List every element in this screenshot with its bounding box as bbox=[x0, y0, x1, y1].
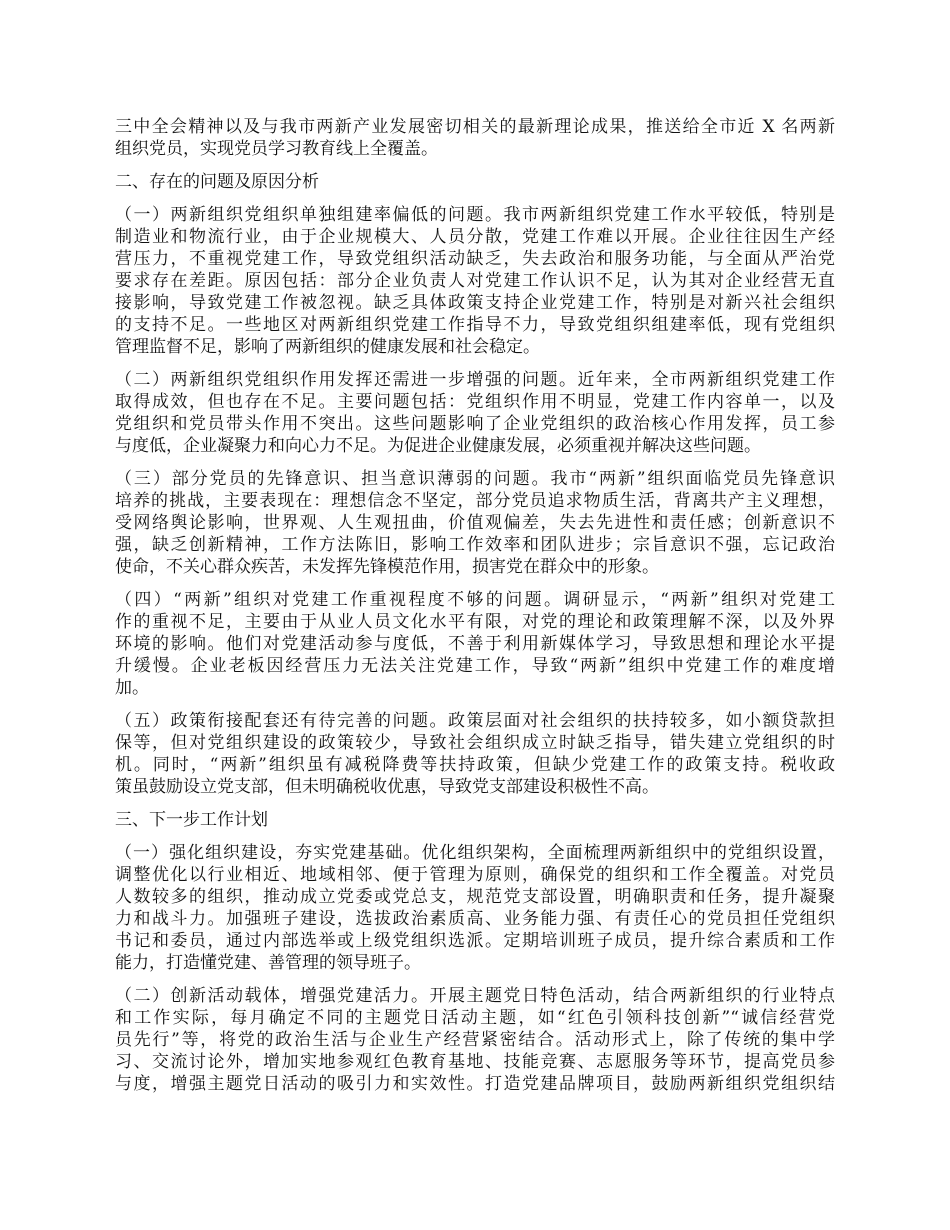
paragraph bbox=[115, 710, 835, 798]
text-line: （四）“两新”组织对党建工作重视程度不够的问题。调研显示，“两新”组织对党建工 bbox=[115, 590, 835, 610]
paragraph bbox=[115, 204, 835, 358]
text-line: 机。同时，“两新”组织虽有减税降费等扶持政策，但缺少党建工作的政策支持。税收政 bbox=[115, 755, 835, 775]
paragraph bbox=[115, 369, 835, 457]
text-line: 保等，但对党组织建设的政策较少，导致社会组织成立时缺乏指导，错失建立党组织的时 bbox=[115, 733, 835, 753]
text-line: （二）两新组织党组织作用发挥还需进一步增强的问题。近年来，全市两新组织党建工作 bbox=[115, 370, 835, 390]
text-line: 的支持不足。一些地区对两新组织党建工作指导不力，导致党组织组建率低，现有党组织 bbox=[115, 315, 835, 335]
text-line: 受网络舆论影响，世界观、人生观扭曲，价值观偏差，失去先进性和责任感；创新意识不 bbox=[115, 513, 835, 533]
text-line: 三、下一步工作计划 bbox=[115, 810, 268, 830]
text-line: （一）两新组织党组织单独组建率偏低的问题。我市两新组织党建工作水平较低，特别是 bbox=[115, 205, 835, 225]
text-line: 与度，增强主题党日活动的吸引力和实效性。打造党建品牌项目，鼓励两新组织党组织结 bbox=[115, 1074, 835, 1094]
section-heading bbox=[115, 809, 835, 831]
text-line: 管理监督不足，影响了两新组织的健康发展和社会稳定。 bbox=[115, 337, 540, 357]
paragraph bbox=[115, 589, 835, 699]
section-heading bbox=[115, 171, 835, 193]
text-line: 作的重视不足，主要由于从业人员文化水平有限，对党的理论和政策理解不深，以及外界 bbox=[115, 612, 835, 632]
text-line: 培养的挑战，主要表现在：理想信念不坚定，部分党员追求物质生活，背离共产主义理想， bbox=[115, 491, 835, 511]
text-line: （一）强化组织建设，夯实党建基础。优化组织架构，全面梳理两新组织中的党组织设置， bbox=[115, 843, 835, 863]
text-line: 取得成效，但也存在不足。主要问题包括：党组织作用不明显，党建工作内容单一，以及 bbox=[115, 392, 835, 412]
text-line: 调整优化以行业相近、地域相邻、便于管理为原则，确保党的组织和工作全覆盖。对党员 bbox=[115, 865, 835, 885]
paragraph bbox=[115, 116, 835, 160]
text-line: 党组织和党员带头作用不突出。这些问题影响了企业党组织的政治核心作用发挥，员工参 bbox=[115, 414, 835, 434]
text-line: 加。 bbox=[115, 678, 149, 698]
text-line: 习、交流讨论外，增加实地参观红色教育基地、技能竞赛、志愿服务等环节，提高党员参 bbox=[115, 1052, 835, 1072]
text-line: 与度低，企业凝聚力和向心力不足。为促进企业健康发展，必须重视并解决这些问题。 bbox=[115, 436, 761, 456]
paragraph bbox=[115, 842, 835, 974]
text-line: 力和战斗力。加强班子建设，选拔政治素质高、业务能力强、有责任心的党员担任党组织 bbox=[115, 909, 835, 929]
text-line: 三中全会精神以及与我市两新产业发展密切相关的最新理论成果，推送给全市近 X 名两新 bbox=[115, 117, 835, 137]
text-line: 环境的影响。他们对党建活动参与度低，不善于利用新媒体学习，导致思想和理论水平提 bbox=[115, 634, 835, 654]
text-line: 策虽鼓励设立党支部，但未明确税收优惠，导致党支部建设积极性不高。 bbox=[115, 777, 659, 797]
text-line: 使命，不关心群众疾苦，未发挥先锋模范作用，损害党在群众中的形象。 bbox=[115, 557, 659, 577]
text-line: 和工作实际，每月确定不同的主题党日活动主题，如“红色引领科技创新”“诚信经营党 bbox=[115, 1008, 835, 1028]
text-line: （五）政策衔接配套还有待完善的问题。政策层面对社会组织的扶持较多，如小额贷款担 bbox=[115, 711, 835, 731]
text-line: 二、存在的问题及原因分析 bbox=[115, 172, 319, 192]
text-line: 能力，打造懂党建、善管理的领导班子。 bbox=[115, 953, 421, 973]
text-line: 要求存在差距。原因包括：部分企业负责人对党建工作认识不足，认为其对企业经营无直 bbox=[115, 271, 835, 291]
document-body bbox=[115, 116, 835, 1106]
text-line: 人数较多的组织，推动成立党委或党总支，规范党支部设置，明确职责和任务，提升凝聚 bbox=[115, 887, 835, 907]
text-line: （三）部分党员的先锋意识、担当意识薄弱的问题。我市“两新”组织面临党员先锋意识 bbox=[115, 469, 835, 489]
text-line: （二）创新活动载体，增强党建活力。开展主题党日特色活动，结合两新组织的行业特点 bbox=[115, 986, 835, 1006]
text-line: 营压力，不重视党建工作，导致党组织活动缺乏，失去政治和服务功能，与全面从严治党 bbox=[115, 249, 835, 269]
text-line: 制造业和物流行业，由于企业规模大、人员分散，党建工作难以开展。企业往往因生产经 bbox=[115, 227, 835, 247]
text-line: 升缓慢。企业老板因经营压力无法关注党建工作，导致“两新”组织中党建工作的难度增 bbox=[115, 656, 835, 676]
text-line: 员先行”等，将党的政治生活与企业生产经营紧密结合。活动形式上，除了传统的集中学 bbox=[115, 1030, 835, 1050]
text-line: 接影响，导致党建工作被忽视。缺乏具体政策支持企业党建工作，特别是对新兴社会组织 bbox=[115, 293, 835, 313]
text-line: 组织党员，实现党员学习教育线上全覆盖。 bbox=[115, 139, 438, 159]
paragraph bbox=[115, 985, 835, 1095]
text-line: 书记和委员，通过内部选举或上级党组织选派。定期培训班子成员，提升综合素质和工作 bbox=[115, 931, 835, 951]
text-line: 强，缺乏创新精神，工作方法陈旧，影响工作效率和团队进步；宗旨意识不强，忘记政治 bbox=[115, 535, 835, 555]
paragraph bbox=[115, 468, 835, 578]
